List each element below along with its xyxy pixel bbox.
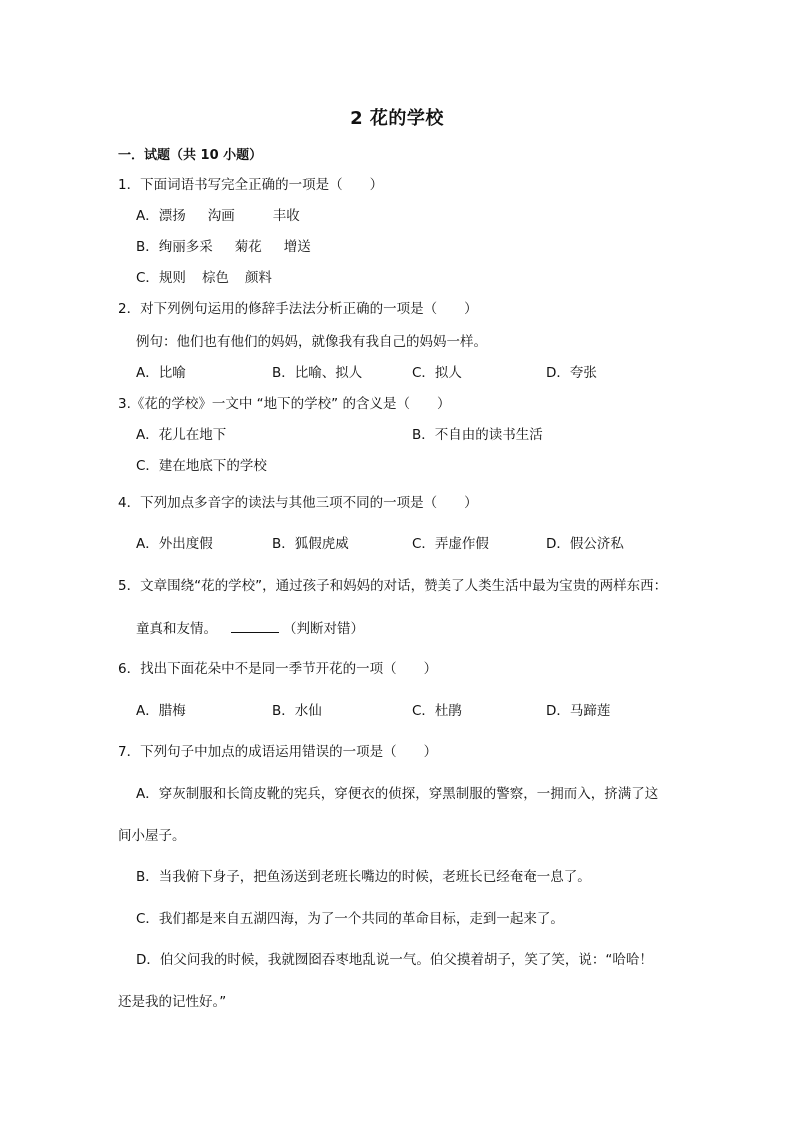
question-5-text: 童真和友情。: [136, 621, 217, 637]
question-7-option-a-continued: 间小屋子。: [118, 828, 186, 844]
question-7-option-c: C．我们都是来自五湖四海，为了一个共同的革命目标，走到一起来了。: [136, 911, 564, 927]
question-3-stem: 3.《花的学校》一文中 “地下的学校” 的含义是（ ）: [118, 396, 451, 412]
option-word: 沟画: [207, 208, 235, 224]
question-7-option-d: D．伯父问我的时候，我就囫囵吞枣地乱说一气。伯父摸着胡子，笑了笑，说：“哈哈！: [136, 952, 653, 968]
page-title: 2 花的学校: [350, 108, 444, 129]
question-1-option-c: [136, 269, 272, 287]
option-label: A．: [136, 208, 159, 224]
question-2-option-a: A．比喻: [136, 365, 186, 381]
option-word: 增送: [283, 239, 311, 255]
option-word: 棕色: [201, 270, 229, 286]
question-2-example: 例句：他们也有他们的妈妈，就像我有我自己的妈妈一样。: [136, 334, 487, 350]
question-7-stem: 7．下列句子中加点的成语运用错误的一项是（ ）: [118, 744, 438, 760]
question-3-option-c: C．建在地底下的学校: [136, 458, 267, 474]
question-2-option-b: B．比喻、拟人: [272, 365, 363, 381]
question-4-option-b: B．狐假虎威: [272, 536, 349, 552]
question-5-suffix: （判断对错）: [283, 621, 364, 637]
question-6-option-d: D．马蹄莲: [546, 703, 611, 719]
question-3-option-a: A．花儿在地下: [136, 427, 227, 443]
question-6-stem: 6．找出下面花朵中不是同一季节开花的一项（ ）: [118, 661, 438, 677]
question-6-option-c: C．杜鹃: [412, 703, 462, 719]
question-1-option-b: [136, 238, 311, 256]
question-1-stem: 1．下面词语书写完全正确的一项是（ ）: [118, 177, 384, 193]
question-5-continuation: [136, 619, 364, 638]
answer-blank[interactable]: [231, 619, 279, 633]
option-word: 漂扬: [158, 208, 186, 224]
question-7-option-a: A．穿灰制服和长筒皮靴的宪兵，穿便衣的侦探，穿黑制服的警察，一拥而入，挤满了这: [136, 786, 659, 802]
section-heading: 一．试题（共 10 小题）: [118, 148, 263, 163]
question-2-option-c: C．拟人: [412, 365, 462, 381]
option-word: 规则: [158, 270, 186, 286]
question-3-option-b: B．不自由的读书生活: [412, 427, 543, 443]
question-4-option-c: C．弄虚作假: [412, 536, 489, 552]
question-7-option-b: B．当我俯下身子，把鱼汤送到老班长嘴边的时候，老班长已经奄奄一息了。: [136, 869, 591, 885]
question-6-option-a: A．腊梅: [136, 703, 186, 719]
question-7-option-d-continued: 还是我的记性好。”: [118, 994, 227, 1010]
option-word: 颜料: [244, 270, 272, 286]
question-1-option-a: [136, 207, 300, 225]
question-4-option-a: A．外出度假: [136, 536, 213, 552]
option-word: 丰收: [272, 208, 300, 224]
question-4-option-d: D．假公济私: [546, 536, 624, 552]
question-5-stem: 5．文章围绕“花的学校”，通过孩子和妈妈的对话，赞美了人类生活中最为宝贵的两样东西：: [118, 578, 668, 594]
question-4-stem: 4．下列加点多音字的读法与其他三项不同的一项是（ ）: [118, 495, 478, 511]
question-2-option-d: D．夸张: [546, 365, 597, 381]
question-2-stem: 2．对下列例句运用的修辞手法法分析正确的一项是（ ）: [118, 301, 478, 317]
option-label: B．: [136, 239, 159, 255]
question-6-option-b: B．水仙: [272, 703, 322, 719]
option-label: C．: [136, 270, 159, 286]
option-word: 菊花: [234, 239, 262, 255]
option-word: 绚丽多采: [158, 239, 213, 255]
